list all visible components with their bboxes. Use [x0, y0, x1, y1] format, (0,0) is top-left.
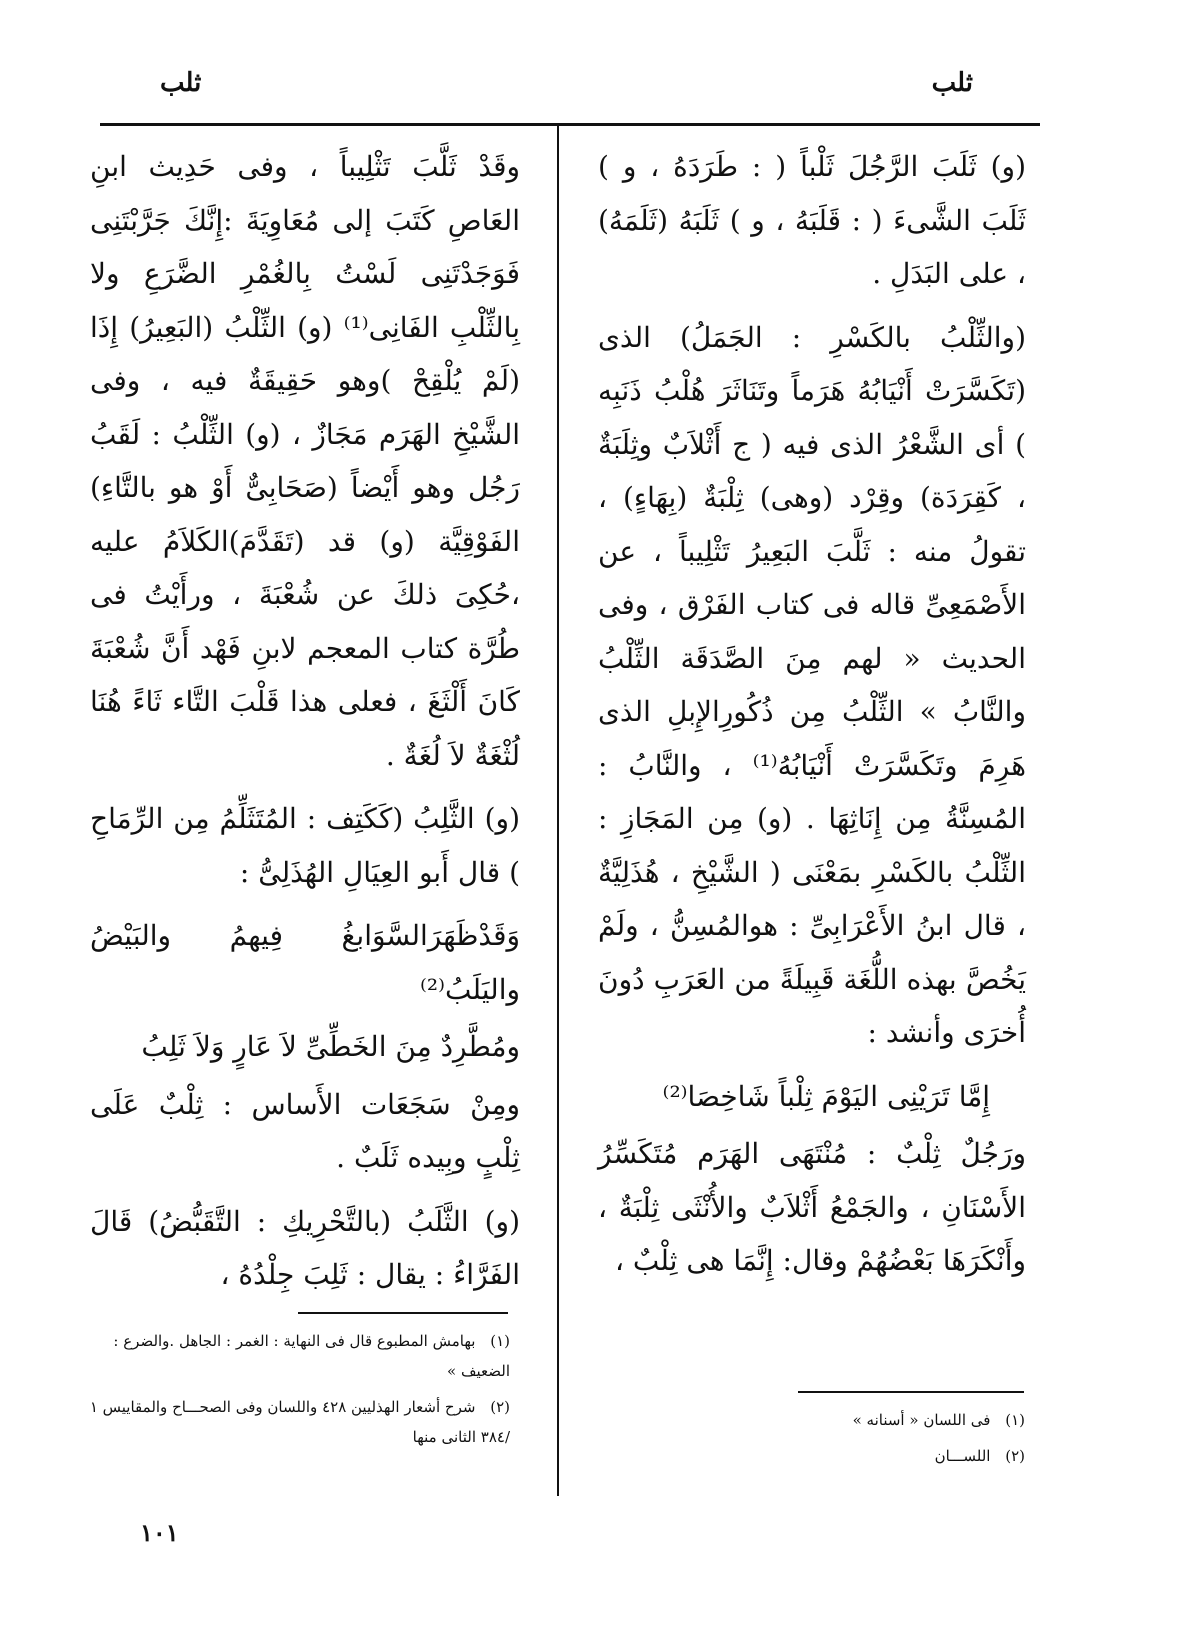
left-paragraph-2: (و) الثَّلِبُ (كَكَتِف : المُتَثَلِّمُ مِن الرِّمَاحِ ) قال أَبو العِيَالِ الهُذَلِىُّ : [90, 802, 520, 889]
right-paragraph-2: (والثِّلْبُ بالكَسْرِ : الجَمَلُ) الذى (تَكَسَّرَتْ أَنْيَابُهُ هَرَماً وتَنَاثَرَ هُلْبُ ذَنَبِه ) أى الشَّعْرُ الذى فيه ( ج أَثْلاَبٌ وثِلَبَةٌ ، كَقِرَدَة) وقِرْد (وهى) ثِلْبَةٌ (بِهَاءٍ) ، تقولُ منه : ثَلَّبَ البَعِيرُ تَثْلِيباً ، عن الأَصْمَعِىِّ قاله فى كتاب الفَرْق ، وفى الحديث « لهم مِنَ الصَّدَقَة الثِّلْبُ والنَّابُ » الثِّلْبُ مِن ذُكُورِالإِبلِ الذى هَرِمَ وتَكَسَّرَتْ أَنْيَابُهُ⁽¹⁾ ، والنَّابُ : المُسِنَّةُ مِن إِنَاثِهَا . (و) مِن المَجَازِ : الثِّلْبُ بالكَسْرِ بمَعْنَى ( الشَّيْخِ ، هُذَلِيَّةٌ ، قال ابنُ الأَعْرَابِىِّ : هوالمُسِنُّ ، ولَمْ يَخُصَّ بهذه اللُّغَة قَبِيلَةً من العَرَبِ دُونَ أُخرَى وأنشد : [598, 320, 1026, 1049]
left-footnote-2 [86, 1392, 510, 1452]
left-footnote-1 [86, 1326, 510, 1386]
right-verse: إِمَّا تَرَيْنِى اليَوْمَ ثِلْباً شَاخِصَا⁽²⁾ [662, 1079, 990, 1113]
left-column [90, 140, 520, 1312]
left-footnotes [86, 1326, 510, 1458]
right-footnote-rule [798, 1391, 1024, 1393]
footnote-number: (١) [1005, 1411, 1025, 1429]
footnote-number: (٢) [490, 1398, 510, 1416]
footnote-number: (١) [490, 1332, 510, 1350]
header-rule [100, 123, 1040, 126]
footnote-text: بهامش المطبوع قال فى النهاية : الغمر : الجاهل .والضرع : الضعيف » [113, 1332, 510, 1380]
left-paragraph-1: وقَدْ ثَلَّبَ تَثْلِيباً ، وفى حَدِيث ابنِ العَاصِ كَتَبَ إلى مُعَاوِيَةَ :إِنَّكَ جَرَّبْتَنِى فَوَجَدْتَنِى لَسْتُ بِالغُمْرِ الضَّرَعِ ولا بِالثِّلْبِ الفَانِى⁽¹⁾ (و) الثِّلْبُ (البَعِيرُ) إِذَا (لَمْ يُلْقِحْ )وهو حَقِيقَةٌ فيه ، وفى الشَّيْخِ الهَرَم مَجَازٌ ، (و) الثِّلْبُ : لَقَبُ رَجُل وهو أَيْضاً (صَحَابِىٌّ أَوْ هو بالتَّاءِ) الفَوْقِيَّة (و) قد (تَقَدَّمَ)الكَلاَمُ عليه ،حُكِىَ ذلكَ عن شُعْبَةَ ، ورأَيْتُ فى طُرَّة كتاب المعجم لابنِ فَهْد أَنَّ شُعْبَةَ كَانَ أَلْثَغَ ، فعلى هذا قَلْبَ التَّاء ثَاءً هُنَا لُثْغَةٌ لاَ لُغَةٌ . [90, 150, 520, 772]
right-footnote-1 [760, 1405, 1025, 1435]
header-right-word: ثلب [931, 68, 973, 98]
right-column [598, 140, 1026, 1298]
right-paragraph-3: ورَجُلٌ ثِلْبٌ : مُنْتَهَى الهَرَم مُتَكَسِّرُ الأَسْنَانِ ، والجَمْعُ أَثْلاَبٌ والأُنْثَى ثِلْبَةٌ ، وأَنْكَرَهَا بَعْضُهُمْ وقال: إِنَّمَا هى ثِلْبٌ ، [598, 1137, 1026, 1277]
footnote-number: (٢) [1005, 1447, 1025, 1465]
left-footnote-rule [298, 1312, 508, 1314]
page-number: ١٠١ [140, 1518, 179, 1547]
footnote-text: شرح أشعار الهذليين ٤٢٨ واللسان وفى الصحـــاح والمقاييس ١ /٣٨٤ الثانى منها [89, 1398, 510, 1446]
header-left-word: ثلب [160, 68, 202, 98]
footnote-text: فى اللسان « أسنانه » [852, 1411, 991, 1429]
left-verse-1: وَقَدْظَهَرَالسَّوَابغُ فِيهمُ والبَيْضُ واليَلَبُ⁽²⁾ [90, 919, 520, 1006]
left-verse-2: ومُطَّرِدٌ مِنَ الخَطِّىِّ لاَ عَارٍ وَلاَ ثَلِبُ [141, 1030, 520, 1063]
footnote-text: اللســـان [934, 1447, 991, 1465]
column-divider [557, 126, 559, 1496]
left-paragraph-3: ومِنْ سَجَعَات الأَساس : ثِلْبٌ عَلَى ثِلْبٍ وبِيده ثَلَبٌ . [90, 1087, 520, 1174]
right-footnote-2 [760, 1441, 1025, 1471]
right-paragraph-1: (و) ثَلَبَ الرَّجُلَ ثَلْباً ( : طَرَدَهُ ، و ) ثَلَبَ الشَّىءَ ( : قَلَبَهُ ، و ) ثَلَبَهُ (ثَلَمَهُ) ، على البَدَلِ . [598, 150, 1026, 290]
right-footnotes [760, 1405, 1025, 1477]
left-paragraph-4: (و) الثَّلَبُ (بالتَّحْرِيكِ : التَّقَبُّضُ) قَالَ الفَرَّاءُ : يقال : ثَلِبَ جِلْدُهُ ، [90, 1204, 520, 1291]
